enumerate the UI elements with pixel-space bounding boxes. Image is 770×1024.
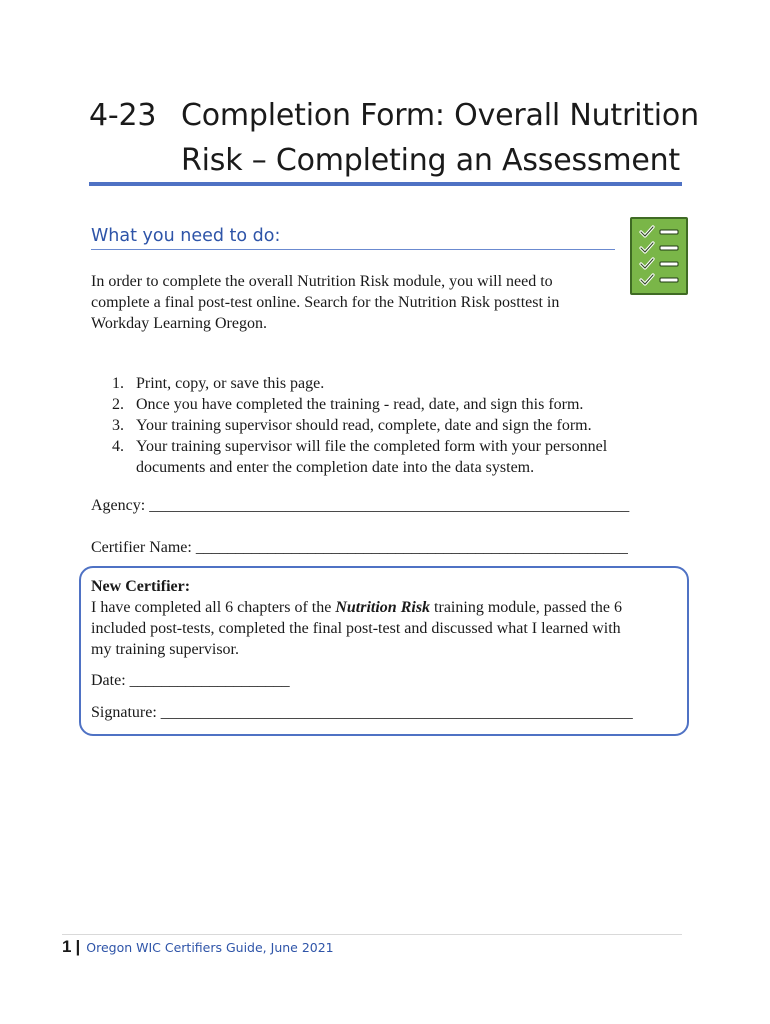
intro-line: In order to complete the overall Nutrition Risk module, you will need to	[91, 273, 553, 290]
step-text: Once you have completed the training - read, date, and sign this form.	[136, 396, 584, 413]
section-divider	[91, 249, 615, 250]
step-text: Print, copy, or save this page.	[136, 375, 325, 392]
date-field[interactable]: Date: ____________________	[91, 672, 290, 689]
intro-line: Workday Learning Oregon.	[91, 315, 267, 332]
agency-field[interactable]: Agency: ____________________________________________________________	[91, 497, 630, 514]
new-certifier-heading: New Certifier:	[91, 578, 191, 595]
steps-list	[112, 373, 672, 478]
step-number: 1.	[112, 375, 124, 392]
list-item	[112, 415, 672, 436]
list-item	[112, 436, 672, 478]
certifier-name-field[interactable]: Certifier Name: ______________________________________________________	[91, 539, 628, 556]
footer-separator: |	[75, 937, 81, 956]
step-number: 2.	[112, 396, 124, 413]
list-item	[112, 373, 672, 394]
new-certifier-line	[91, 597, 681, 618]
step-number: 4.	[112, 438, 124, 455]
new-certifier-line-end: training module, passed the 6	[430, 599, 623, 616]
footer-divider	[62, 934, 682, 935]
step-text: Your training supervisor should read, complete, date and sign the form.	[136, 417, 592, 434]
list-item	[112, 394, 672, 415]
step-text: Your training supervisor will file the completed form with your personnel	[136, 438, 608, 455]
new-certifier-text	[91, 576, 681, 660]
checklist-icon	[630, 217, 688, 295]
signature-field[interactable]: Signature: ___________________________________________________________	[91, 704, 633, 721]
footer	[62, 937, 334, 957]
page-title-line2: Risk – Completing an Assessment	[181, 143, 680, 178]
section-heading: What you need to do:	[91, 226, 281, 246]
intro-line: complete a final post-test online. Search for the Nutrition Risk posttest in	[91, 294, 560, 311]
page-title-line1: Completion Form: Overall Nutrition	[181, 98, 699, 133]
page-number: 1	[62, 937, 72, 956]
intro-paragraph	[91, 271, 611, 334]
step-number: 3.	[112, 417, 124, 434]
footer-text: Oregon WIC Certifiers Guide, June 2021	[86, 940, 334, 955]
step-text-continued: documents and enter the completion date into the data system.	[136, 459, 535, 476]
new-certifier-line: my training supervisor.	[91, 641, 239, 658]
module-name: Nutrition Risk	[335, 599, 431, 616]
title-divider	[89, 182, 682, 186]
section-number: 4-23	[89, 98, 157, 133]
new-certifier-line-start: I have completed all 6 chapters of the	[91, 599, 336, 616]
new-certifier-line: included post-tests, completed the final post-test and discussed what I learned with	[91, 620, 621, 637]
